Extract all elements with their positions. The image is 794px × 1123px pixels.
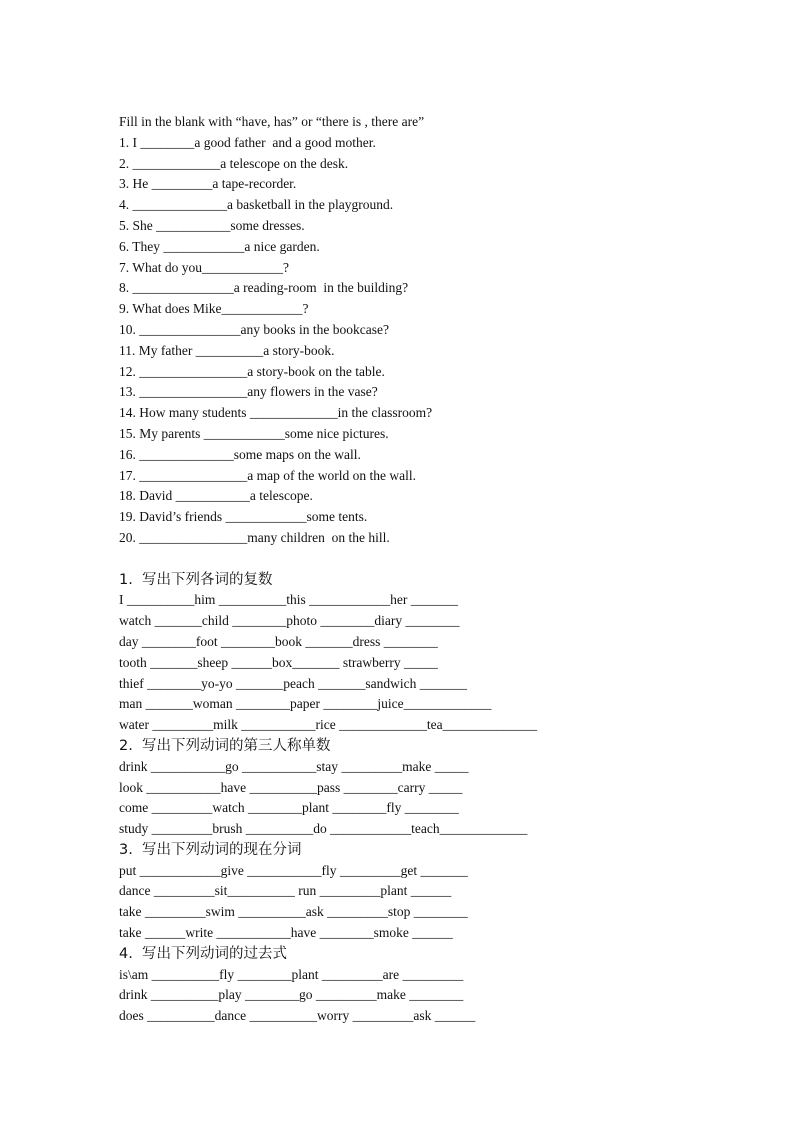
word-line: study _________brush __________do ____________teach_____________ [119,821,528,837]
exercise-item: 6. They ____________a nice garden. [119,238,320,254]
exercise-item: 8. _______________a reading-room in the building? [119,280,409,296]
exercise-item: 3. He _________a tape-recorder. [119,176,297,192]
exercise-item: 12. ________________a story-book on the table. [119,363,385,379]
exercise-item: 2. _____________a telescope on the desk. [119,155,349,171]
exercise-item: 9. What does Mike____________? [119,301,309,317]
exercise-item: 4. ______________a basketball in the playground. [119,197,394,213]
section-heading: 4. 写出下列动词的过去式 [119,945,288,962]
exercise-item: 14. How many students _____________in the classroom? [119,405,433,421]
exercise-item: 18. David ___________a telescope. [119,488,313,504]
word-line: take _________swim __________ask _________stop ________ [119,904,468,920]
word-line: thief ________yo-yo _______peach _______sandwich _______ [119,675,467,691]
exercise-item: 11. My father __________a story-book. [119,342,335,358]
exercise-items [119,133,679,549]
exercise-item: 19. David’s friends ____________some tents. [119,509,368,525]
worksheet [119,112,679,1027]
word-line: put ____________give ___________fly _________get _______ [119,862,468,878]
exercise-item: 1. I ________a good father and a good mother. [119,134,376,150]
exercise-instruction: Fill in the blank with “have, has” or “there is , there are” [119,114,425,129]
word-line: look ___________have __________pass ________carry _____ [119,779,463,795]
word-line: drink ___________go ___________stay _________make _____ [119,758,469,774]
word-line: tooth _______sheep ______box_______ strawberry _____ [119,654,438,670]
word-line: day ________foot ________book _______dress ________ [119,633,438,649]
exercise-item: 15. My parents ____________some nice pictures. [119,425,389,441]
exercise-item: 20. ________________many children on the hill. [119,529,390,545]
word-line: watch _______child ________photo ________diary ________ [119,613,460,629]
section-heading: 3. 写出下列动词的现在分词 [119,841,302,858]
word-line: drink __________play ________go _________make ________ [119,987,464,1003]
word-line: water _________milk ___________rice _____________tea______________ [119,717,538,733]
section-heading: 2. 写出下列动词的第三人称单数 [119,737,331,754]
word-line: come _________watch ________plant ________fly ________ [119,800,459,816]
exercise-item: 17. ________________a map of the world on the wall. [119,467,416,483]
word-line: man _______woman ________paper ________juice_____________ [119,696,492,712]
word-line: does __________dance __________worry _________ask ______ [119,1008,476,1024]
word-line: dance _________sit__________ run _________plant ______ [119,883,452,899]
exercise-item: 7. What do you____________? [119,259,289,275]
word-line: is\am __________fly ________plant _________are _________ [119,966,464,982]
exercise-item: 13. ________________any flowers in the vase? [119,384,378,400]
exercise-item: 5. She ___________some dresses. [119,217,305,233]
word-line: I __________him __________this ____________her _______ [119,592,458,608]
section-heading: 1. 写出下列各词的复数 [119,571,273,588]
exercise-item: 16. ______________some maps on the wall. [119,446,361,462]
exercise-item: 10. _______________any books in the bookcase? [119,321,389,337]
word-line: take ______write ___________have ________smoke ______ [119,925,453,941]
spacer [119,549,679,570]
word-form-sections [119,570,679,1028]
